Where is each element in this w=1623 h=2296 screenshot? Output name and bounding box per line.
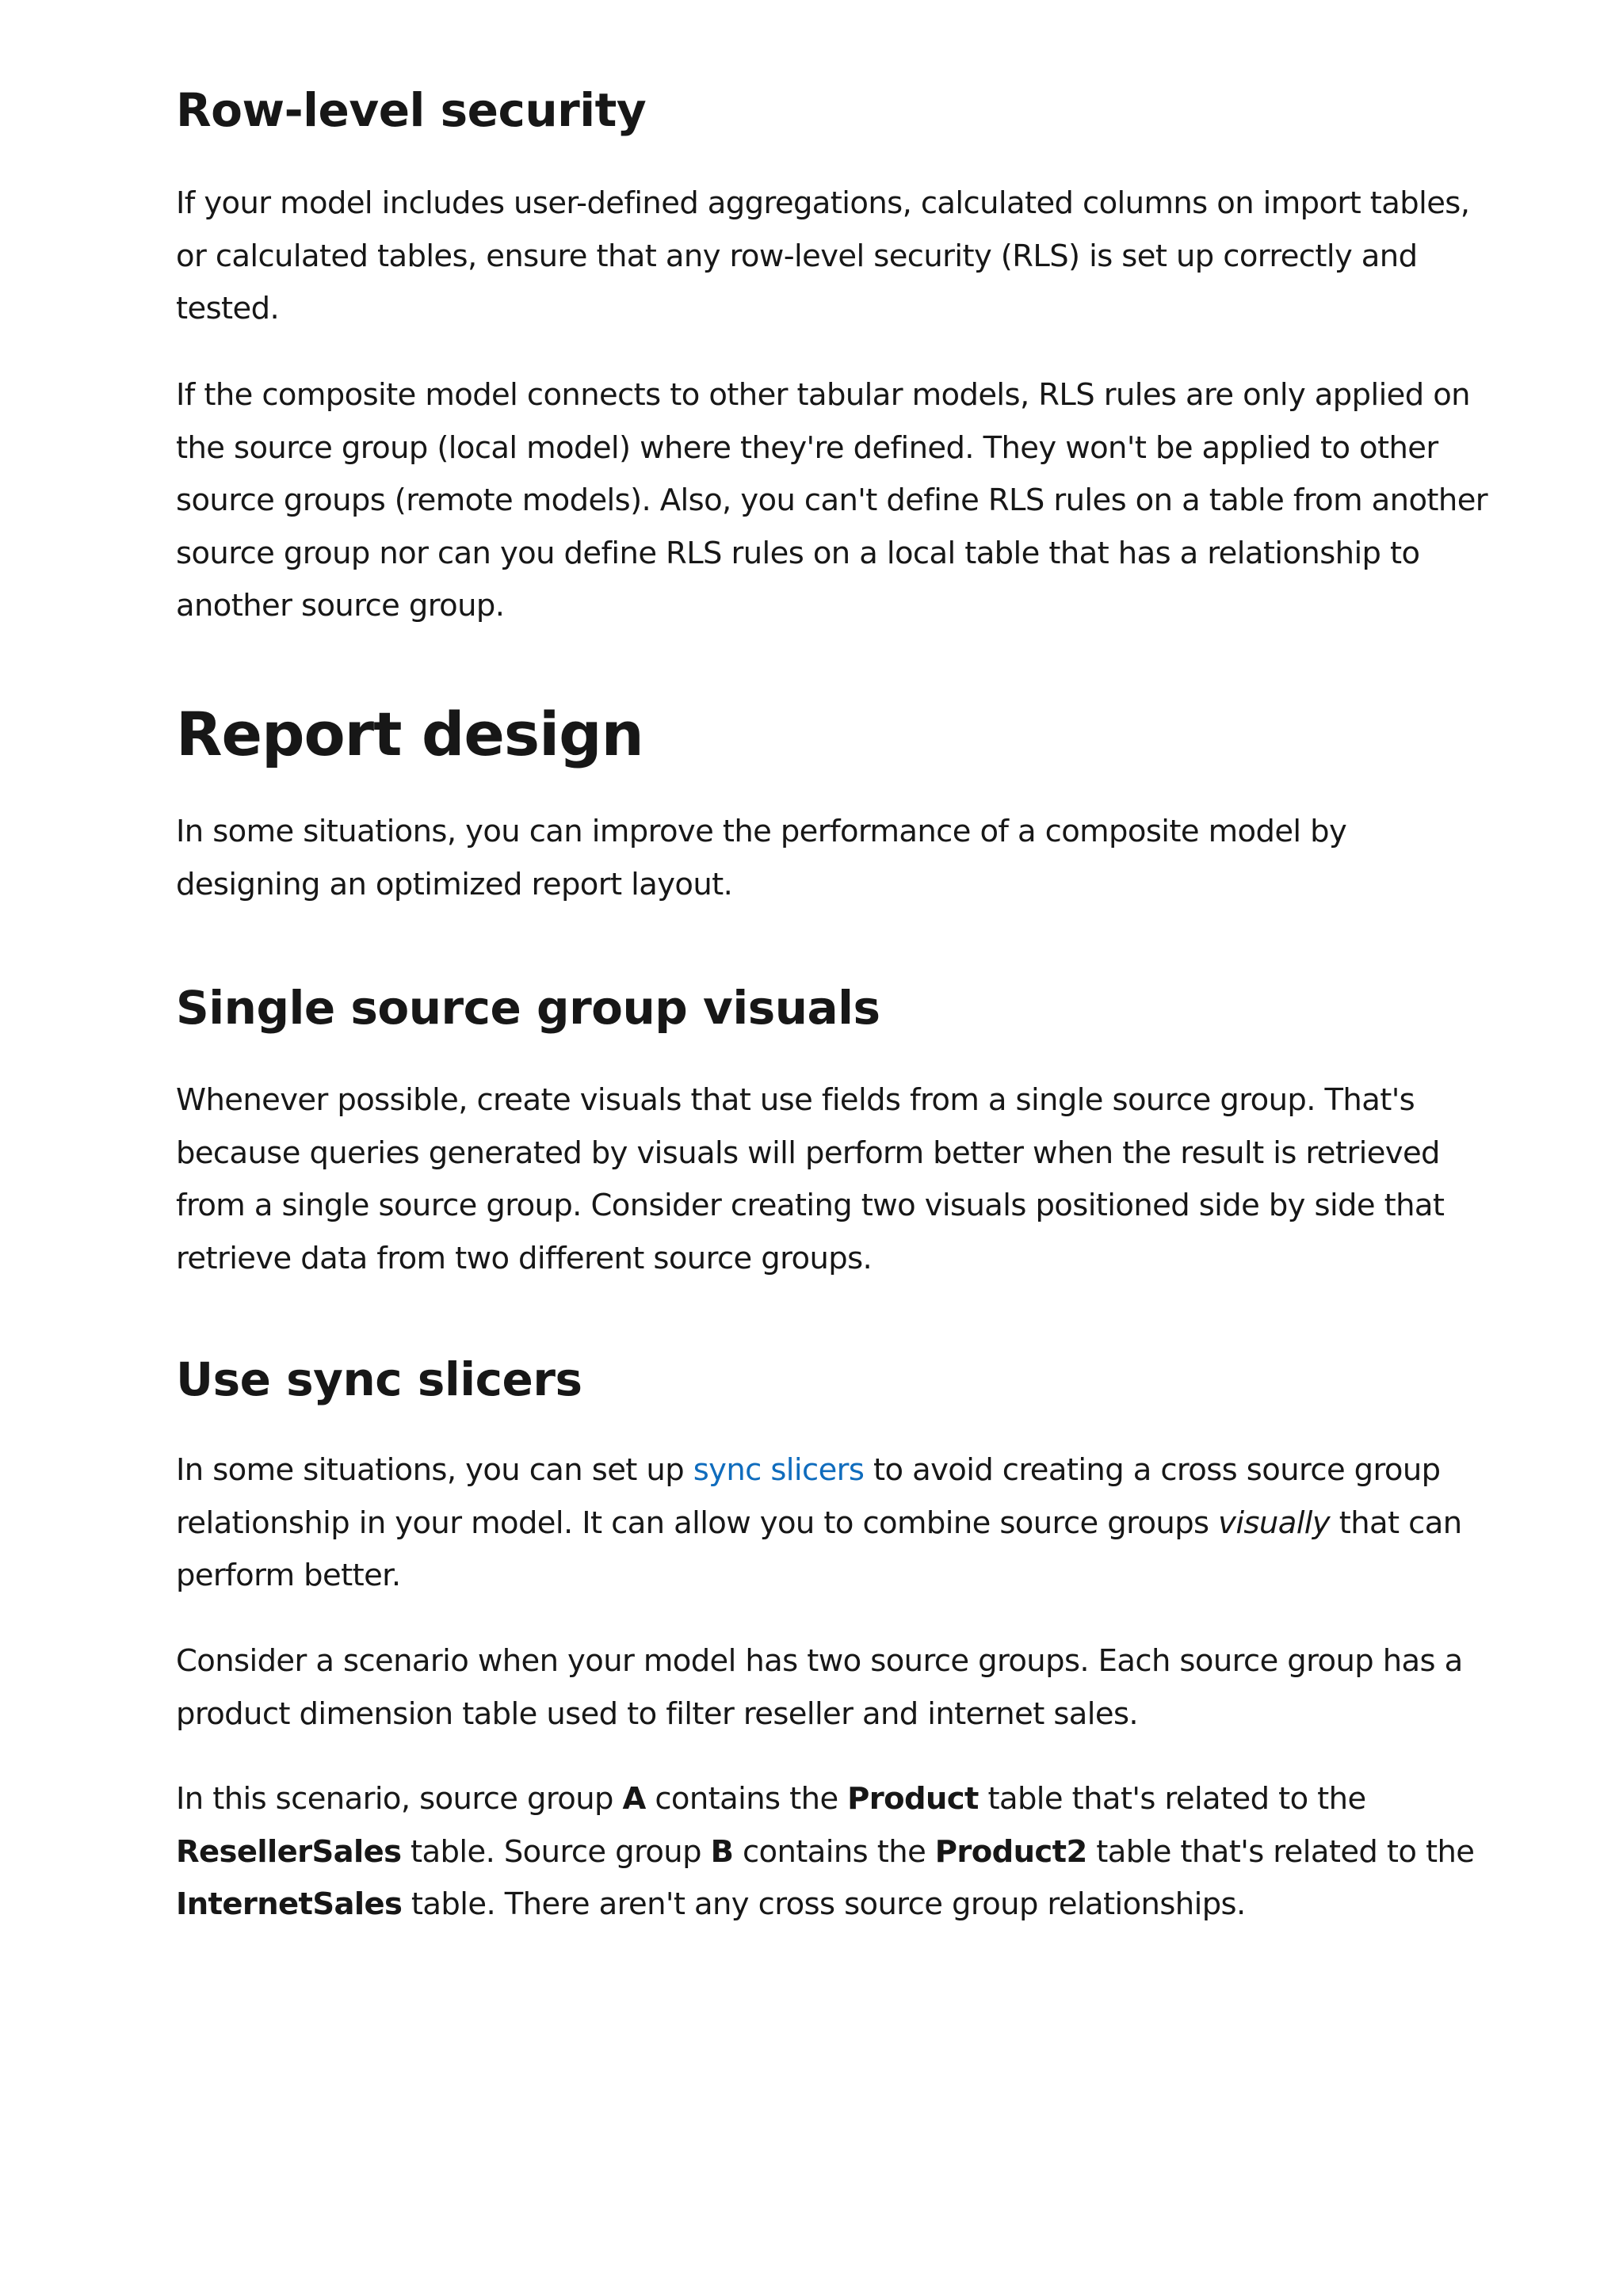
sync-slicers-link[interactable]: sync slicers xyxy=(693,1452,865,1488)
heading-report-design: Report design xyxy=(176,699,643,769)
paragraph-report-design: In some situations, you can improve the performance of a composite model by designing an optimized report layout. xyxy=(176,814,1347,902)
paragraph-scenario-details: In this scenario, source group A contains the Product table that's related to the ResellerSales table. Source group B contains the Product2 table that's related to the InternetSales table. There aren't any cross source group relationships. xyxy=(176,1781,1475,1922)
heading-single-source-group-visuals: Single source group visuals xyxy=(176,981,880,1035)
paragraph-single-source: Whenever possible, create visuals that use fields from a single source group. That's because queries generated by visuals will perform better when the result is retrieved from a single source group. Consider creating two visuals positioned side by side that retrieve data from two different source groups. xyxy=(176,1082,1445,1276)
heading-use-sync-slicers: Use sync slicers xyxy=(176,1352,582,1406)
paragraph-scenario: Consider a scenario when your model has two source groups. Each source group has a product dimension table used to filter reseller and internet sales. xyxy=(176,1643,1463,1732)
paragraph-rls-composite: If the composite model connects to other tabular models, RLS rules are only applied on the source group (local model) where they're defined. They won't be applied to other source groups (remote models). Also, you can't define RLS rules on a table from another source group nor can you define RLS rules on a local table that has a relationship to another source group. xyxy=(176,377,1488,624)
paragraph-rls-intro: If your model includes user-defined aggregations, calculated columns on import tables, or calculated tables, ensure that any row-level security (RLS) is set up correctly and tested. xyxy=(176,185,1470,326)
paragraph-sync-slicers: In some situations, you can set up sync slicers to avoid creating a cross source group relationship in your model. It can allow you to combine source groups visually that can perform better. xyxy=(176,1452,1462,1593)
heading-row-level-security: Row-level security xyxy=(176,83,647,137)
